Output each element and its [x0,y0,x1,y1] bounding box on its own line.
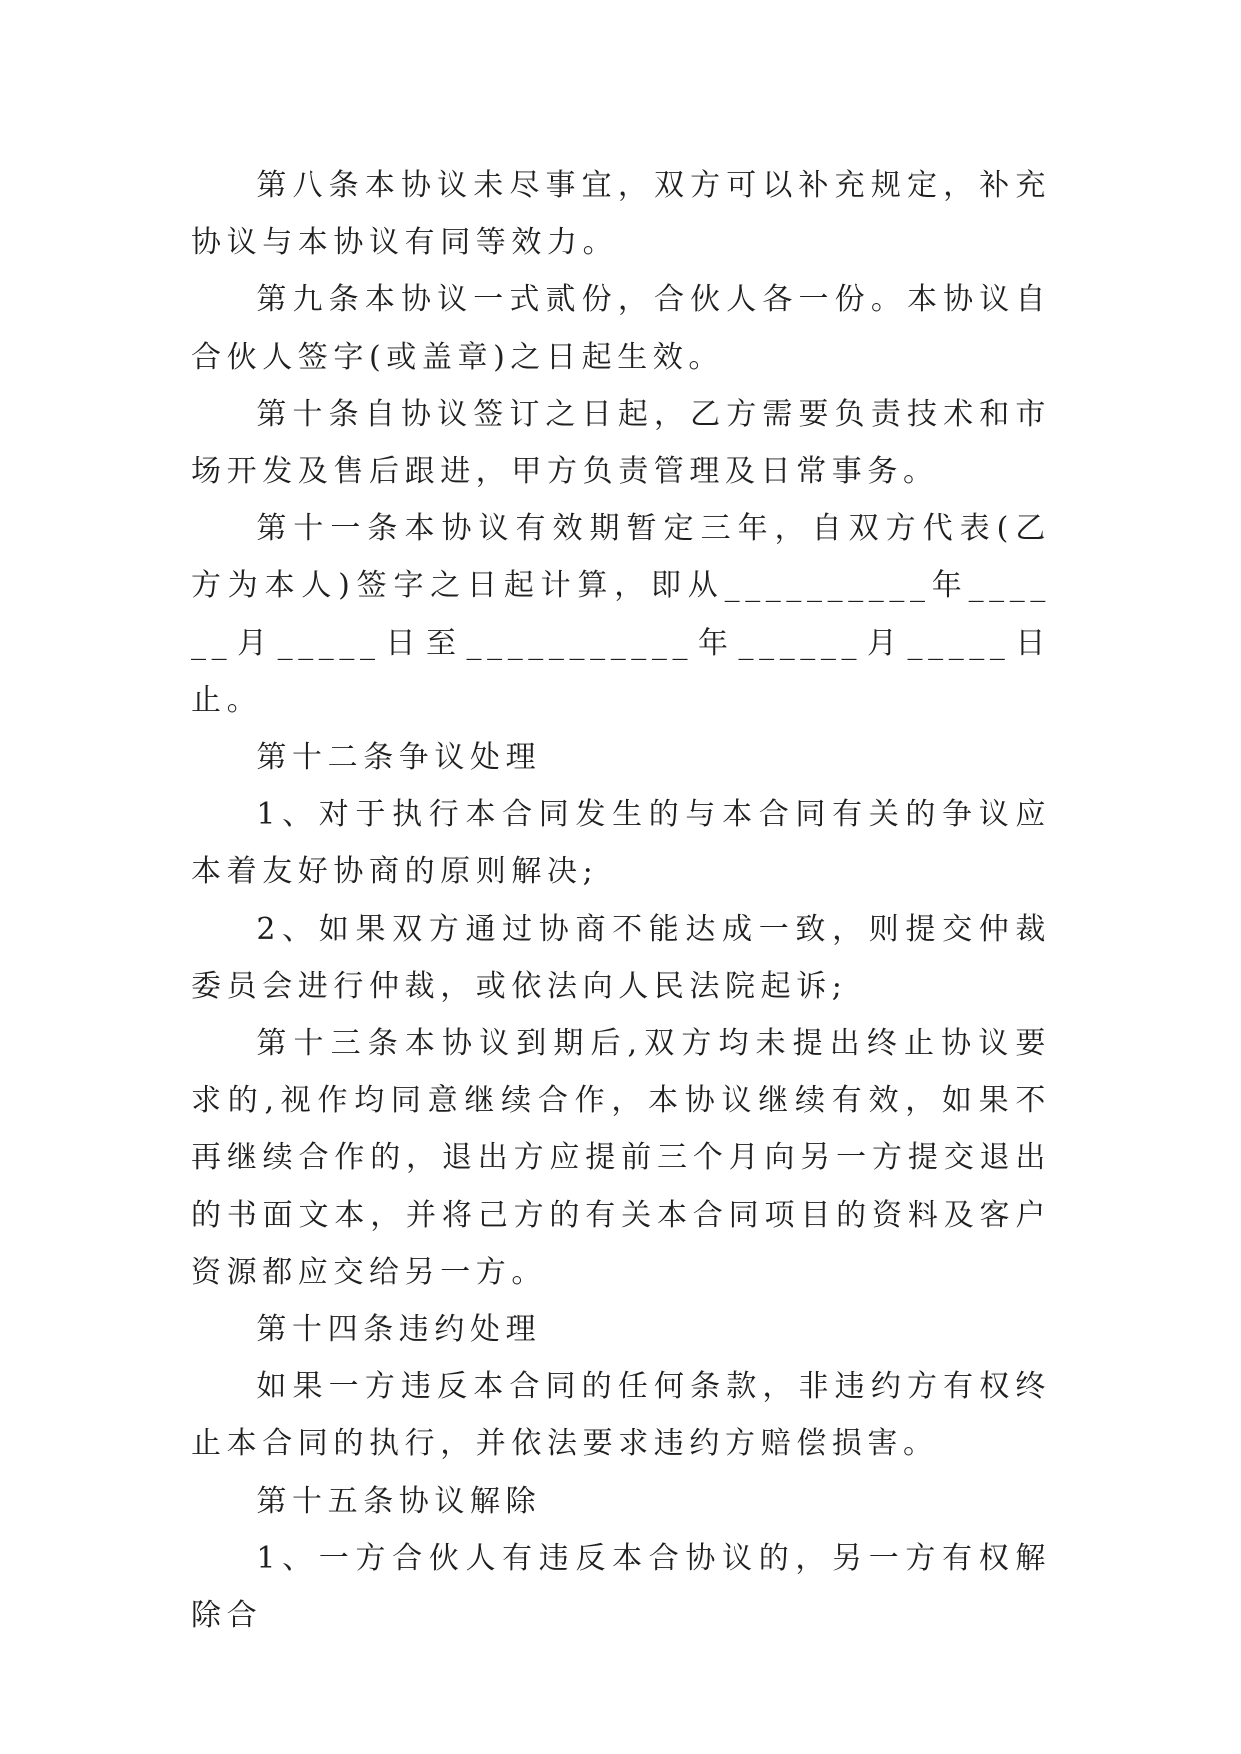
article-12-heading: 第十二条争议处理 [256,740,542,776]
article-15-item-1: 1、一方合伙人有违反本合协议的，另一方有权解除合 [191,1540,1051,1634]
article-15-heading: 第十五条协议解除 [256,1483,542,1519]
article-14-paragraph: 如果一方违反本合同的任何条款，非违约方有权终止本合同的执行，并依法要求违约方赔偿损害。 [191,1369,1051,1462]
article-9-paragraph: 第九条本协议一式贰份，合伙人各一份。本协议自合伙人签字(或盖章)之日起生效。 [191,282,1051,375]
article-12-item-2: 2、如果双方通过协商不能达成一致，则提交仲裁委员会进行仲裁，或依法向人民法院起诉; [191,911,1051,1004]
document-body [191,157,1051,1644]
article-13-paragraph: 第十三条本协议到期后,双方均未提出终止协议要求的,视作均同意继续合作，本协议继续有效，如果不再继续合作的，退出方应提前三个月向另一方提交退出的书面文本，并将己方的有关本合同项目的资料及客户资源都应交给另一方。 [191,1026,1051,1290]
article-8-paragraph: 第八条本协议未尽事宜，双方可以补充规定，补充协议与本协议有同等效力。 [191,168,1051,261]
article-12-item-1: 1、对于执行本合同发生的与本合同有关的争议应本着友好协商的原则解决; [191,797,1051,890]
article-11-paragraph: 第十一条本协议有效期暂定三年，自双方代表(乙方为本人)签字之日起计算，即从__________年______月_____日至___________年______月_____日止。 [191,511,1051,718]
article-10-paragraph: 第十条自协议签订之日起，乙方需要负责技术和市场开发及售后跟进，甲方负责管理及日常事务。 [191,396,1051,490]
article-14-heading: 第十四条违约处理 [256,1312,542,1348]
